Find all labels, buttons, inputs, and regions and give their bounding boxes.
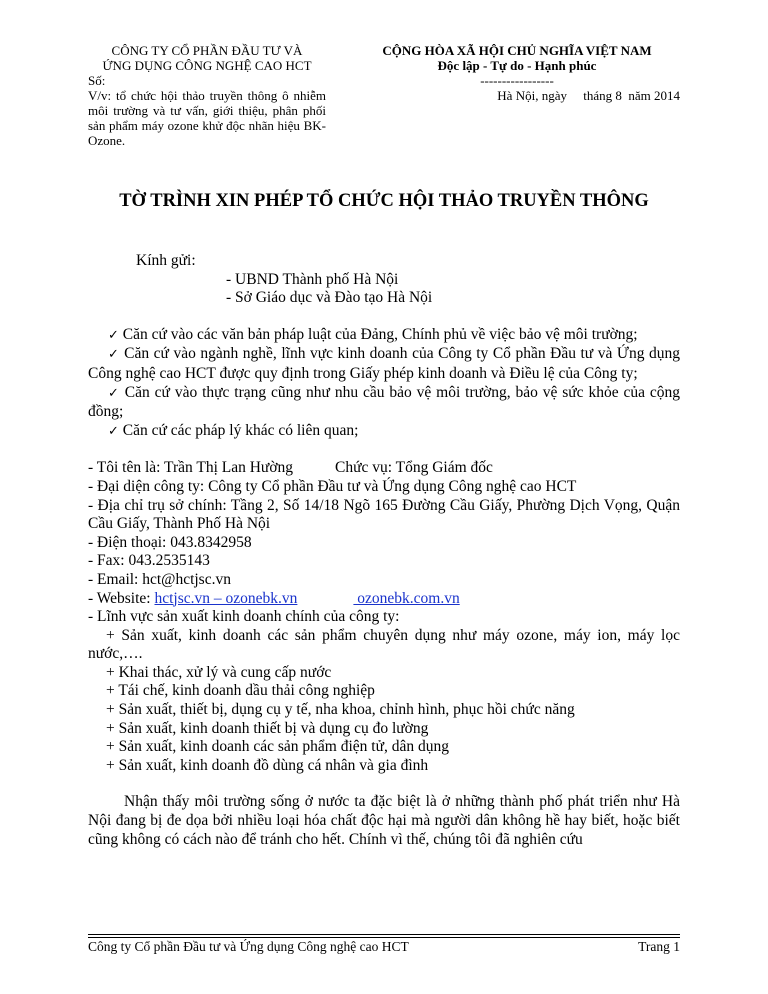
business-field-item: + Sản xuất, kinh doanh thiết bị và dụng cụ đo lường (106, 719, 429, 737)
header-separator: ----------------- (480, 73, 554, 88)
business-field-item: + Sản xuất, kinh doanh các sản phẩm điện tử, dân dụng (106, 738, 449, 756)
ground-item: ✓ Căn cứ vào thực trạng cũng như nhu cầu bảo vệ môi trường, bảo vệ sức khỏe của cộng đồng; (88, 383, 680, 421)
national-motto: Độc lập - Tự do - Hạnh phúc (437, 58, 597, 73)
company-fax: - Fax: 043.2535143 (88, 552, 210, 570)
company-website: - Website: hctjsc.vn – ozonebk.vn ozonebk.com.vn (88, 589, 460, 607)
document-title: TỜ TRÌNH XIN PHÉP TỔ CHỨC HỘI THẢO TRUYỀN THÔNG (119, 191, 649, 211)
business-field-item: + Khai thác, xử lý và cung cấp nước (106, 663, 332, 681)
applicant-position: Chức vụ: Tổng Giám đốc (335, 459, 493, 477)
document-date: Hà Nội, ngày tháng 8 năm 2014 (497, 88, 680, 103)
check-icon: ✓ (108, 385, 120, 401)
page-number: Trang 1 (638, 939, 680, 954)
header-left (88, 43, 326, 148)
nation-name: CỘNG HÒA XÃ HỘI CHỦ NGHĨA VIỆT NAM (382, 43, 652, 58)
company-representative: - Đại diện công ty: Công ty Cổ phần Đầu tư và Ứng dụng Công nghệ cao HCT (88, 477, 577, 495)
ground-item: ✓ Căn cứ vào ngành nghề, lĩnh vực kinh doanh của Công ty Cổ phần Đầu tư và Ứng dụng Công nghệ cao HCT được quy định trong Giấy phép kinh doanh và Điều lệ của Công ty; (88, 345, 680, 382)
company-email: - Email: hct@hctjsc.vn (88, 570, 231, 588)
business-field-item: + Tái chế, kinh doanh dầu thải công nghiệp (106, 682, 375, 700)
page-footer (88, 939, 680, 955)
closing-paragraph: Nhận thấy môi trường sống ở nước ta đặc biệt là ở những thành phố phát triển như Hà Nội đang bị đe dọa bởi nhiều loại hóa chất độc hại mà người dân không hề hay biết, hoặc biết cũng không có cách nào để tránh cho hết. Chính vì thế, chúng tôi đã nghiên cứu (88, 793, 680, 848)
document-subject: V/v: tổ chức hội thảo truyền thông ô nhiễm môi trường và tư vấn, giới thiệu, phân phối sản phẩm máy ozone khử độc nhãn hiệu BK-Ozone. (88, 88, 326, 148)
business-field-item: + Sản xuất, thiết bị, dụng cụ y tế, nha khoa, chỉnh hình, phục hồi chức năng (106, 701, 575, 719)
ground-item: ✓ Căn cứ các pháp lý khác có liên quan; (108, 421, 359, 439)
website-link-2[interactable]: ozonebk.com.vn (353, 589, 460, 607)
check-icon: ✓ (108, 347, 120, 363)
check-icon: ✓ (108, 423, 119, 439)
ground-item: ✓ Căn cứ vào các văn bản pháp luật của Đảng, Chính phủ về việc bảo vệ môi trường; (108, 325, 638, 343)
company-name-line2: ỨNG DỤNG CÔNG NGHỆ CAO HCT (102, 58, 312, 73)
website-link-1[interactable]: hctjsc.vn – ozonebk.vn (154, 589, 298, 607)
company-phone: - Điện thoại: 043.8342958 (88, 533, 252, 551)
business-fields-heading: - Lĩnh vực sản xuất kinh doanh chính của công ty: (88, 608, 400, 626)
applicant-name: - Tôi tên là: Trần Thị Lan Hường (88, 459, 294, 477)
footer-rule (88, 934, 680, 935)
business-field-item: + Sản xuất, kinh doanh các sản phẩm chuyên dụng như máy ozone, máy ion, máy lọc nước,…. (88, 626, 680, 663)
footer-company: Công ty Cổ phần Đầu tư và Ứng dụng Công nghệ cao HCT (88, 939, 409, 954)
document-number-label: Số: (88, 73, 106, 88)
recipient-2: - Sở Giáo dục và Đào tạo Hà Nội (226, 289, 433, 307)
footer-rule (88, 937, 680, 938)
recipient-1: - UBND Thành phố Hà Nội (226, 270, 399, 288)
company-name-line1: CÔNG TY CỔ PHẦN ĐẦU TƯ VÀ (111, 43, 303, 58)
greeting: Kính gửi: (136, 252, 196, 269)
header-right (352, 43, 682, 103)
document-body (88, 252, 680, 849)
company-address: - Địa chỉ trụ sở chính: Tầng 2, Số 14/18 Ngõ 165 Đường Cầu Giấy, Phường Dịch Vọng, Quận Cầu Giấy, Thành Phố Hà Nội (88, 496, 680, 533)
check-icon: ✓ (108, 327, 119, 343)
applicant-line (88, 459, 680, 478)
business-field-item: + Sản xuất, kinh doanh đồ dùng cá nhân và gia đình (106, 756, 429, 774)
